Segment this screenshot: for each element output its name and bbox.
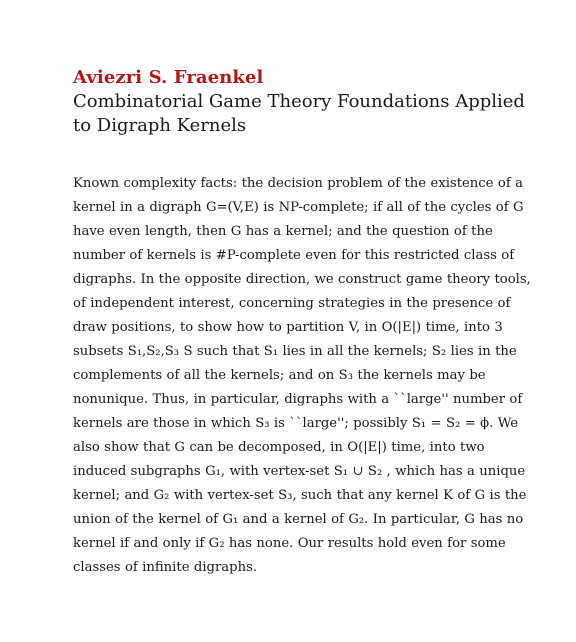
paper-page: [73, 66, 531, 580]
abstract-line: of independent interest, concerning strategies in the presence of: [73, 296, 511, 311]
title-line: Combinatorial Game Theory Foundations Applied: [73, 91, 525, 112]
abstract-line: union of the kernel of G₁ and a kernel of G₂. In particular, G has no: [73, 512, 524, 527]
author-name: Aviezri S. Fraenkel: [73, 67, 264, 88]
abstract-line: kernel if and only if G₂ has none. Our results hold even for some: [73, 536, 506, 551]
abstract-line: also show that G can be decomposed, in O(|E|) time, into two: [73, 440, 485, 455]
abstract-line: draw positions, to show how to partition V, in O(|E|) time, into 3: [73, 320, 503, 335]
abstract-line: nonunique. Thus, in particular, digraphs with a ``large'' number of: [73, 392, 523, 407]
title-line: to Digraph Kernels: [73, 115, 247, 136]
abstract-line: kernel in a digraph G=(V,E) is NP-complete; if all of the cycles of G: [73, 200, 524, 215]
abstract-line: number of kernels is #P-complete even for this restricted class of: [73, 248, 515, 263]
abstract-line: have even length, then G has a kernel; and the question of the: [73, 224, 493, 239]
paper-title: [73, 90, 525, 138]
abstract: [73, 172, 531, 580]
abstract-line: subsets S₁,S₂,S₃ S such that S₁ lies in all the kernels; S₂ lies in the: [73, 344, 517, 359]
abstract-line: complements of all the kernels; and on S₃ the kernels may be: [73, 368, 486, 383]
abstract-line: kernels are those in which S₃ is ``large''; possibly S₁ = S₂ = ϕ. We: [73, 416, 518, 431]
abstract-line: Known complexity facts: the decision problem of the existence of a: [73, 176, 523, 191]
abstract-line: kernel; and G₂ with vertex-set S₃, such that any kernel K of G is the: [73, 488, 527, 503]
abstract-line: induced subgraphs G₁, with vertex-set S₁ ∪ S₂ , which has a unique: [73, 464, 526, 479]
abstract-line: digraphs. In the opposite direction, we construct game theory tools,: [73, 272, 531, 287]
abstract-line: classes of infinite digraphs.: [73, 560, 258, 575]
